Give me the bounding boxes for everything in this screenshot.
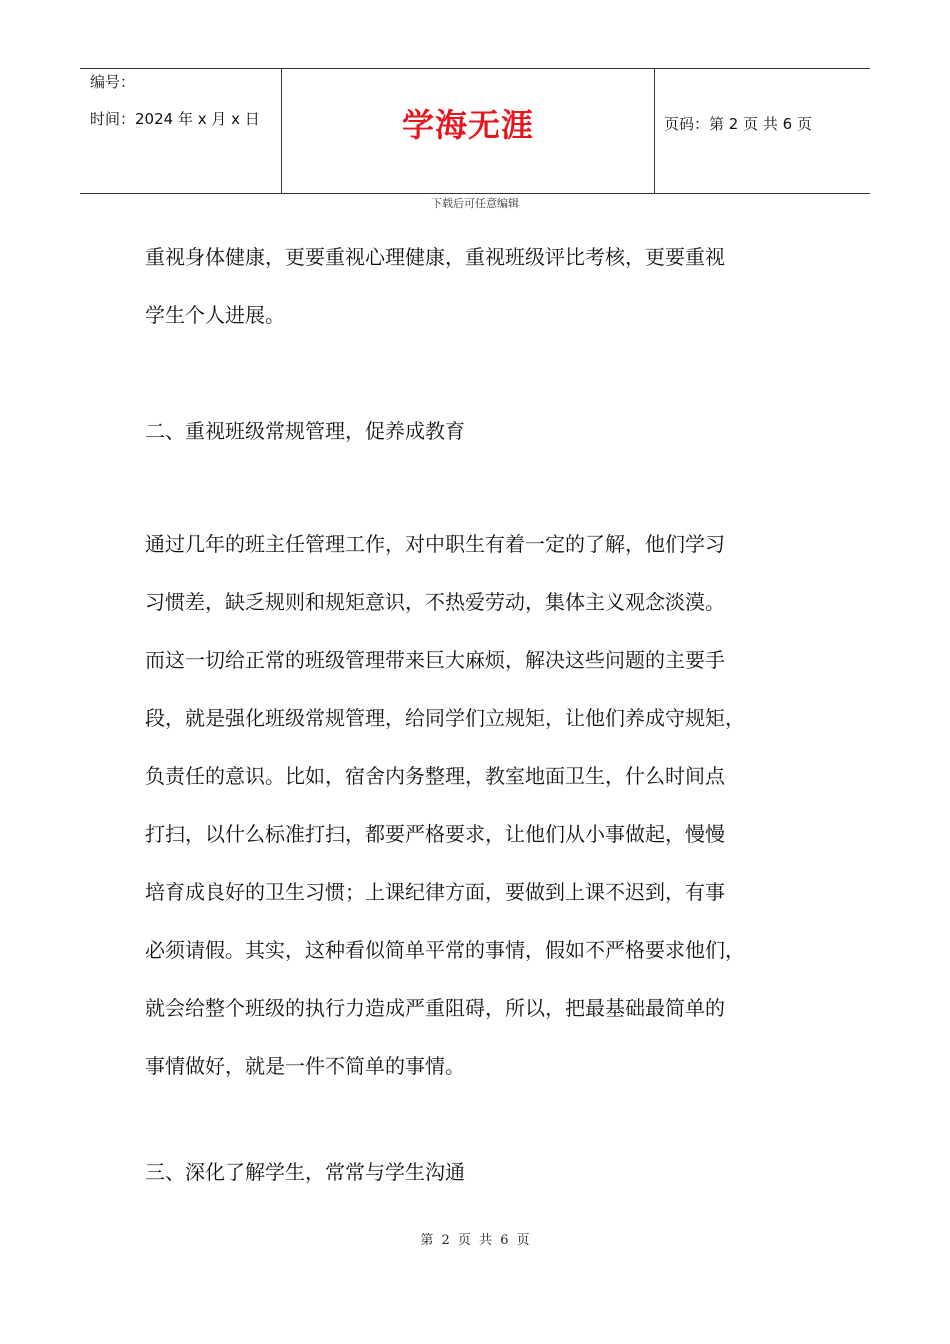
page-footer: 第 2 页 共 6 页 bbox=[420, 1233, 530, 1248]
section-heading-2-text: 二、重视班级常规管理，促养成教育 bbox=[145, 419, 465, 443]
section-heading-2 bbox=[145, 402, 825, 460]
paragraph-1 bbox=[145, 228, 825, 344]
header-page-label: 页码：第 2 页 共 6 页 bbox=[664, 115, 812, 133]
header-bottom-rule bbox=[80, 193, 870, 194]
header-brand-title: 学海无涯 bbox=[401, 106, 534, 144]
paragraph-1-line: 学生个人进展。 bbox=[145, 303, 285, 327]
header-top-rule bbox=[80, 68, 870, 69]
header-divider-right bbox=[654, 68, 655, 194]
header-time-label: 时间：2024 年 x 月 x 日 bbox=[90, 110, 260, 128]
paragraph-2-line: 打扫，以什么标准打扫，都要严格要求，让他们从小事做起，慢慢 bbox=[145, 822, 725, 846]
paragraph-2-line: 就会给整个班级的执行力造成严重阻碍，所以，把最基础最简单的 bbox=[145, 996, 725, 1020]
paragraph-2 bbox=[145, 515, 825, 1095]
paragraph-2-line: 必须请假。其实，这种看似简单平常的事情，假如不严格要求他们， bbox=[145, 938, 745, 962]
header-code-label: 编号： bbox=[90, 73, 136, 91]
paragraph-2-line: 段，就是强化班级常规管理，给同学们立规矩，让他们养成守规矩， bbox=[145, 706, 745, 730]
edit-note: 下载后可任意编辑 bbox=[431, 197, 519, 210]
section-heading-3 bbox=[145, 1143, 825, 1201]
paragraph-2-line: 事情做好，就是一件不简单的事情。 bbox=[145, 1054, 465, 1078]
paragraph-2-line: 而这一切给正常的班级管理带来巨大麻烦，解决这些问题的主要手 bbox=[145, 648, 725, 672]
section-heading-3-text: 三、深化了解学生，常常与学生沟通 bbox=[145, 1160, 465, 1184]
paragraph-1-line: 重视身体健康，更要重视心理健康，重视班级评比考核，更要重视 bbox=[145, 245, 725, 269]
paragraph-2-line: 通过几年的班主任管理工作，对中职生有着一定的了解，他们学习 bbox=[145, 532, 725, 556]
paragraph-2-line: 负责任的意识。比如，宿舍内务整理，教室地面卫生，什么时间点 bbox=[145, 764, 725, 788]
paragraph-2-line: 习惯差，缺乏规则和规矩意识，不热爱劳动，集体主义观念淡漠。 bbox=[145, 590, 725, 614]
paragraph-2-line: 培育成良好的卫生习惯；上课纪律方面，要做到上课不迟到，有事 bbox=[145, 880, 725, 904]
